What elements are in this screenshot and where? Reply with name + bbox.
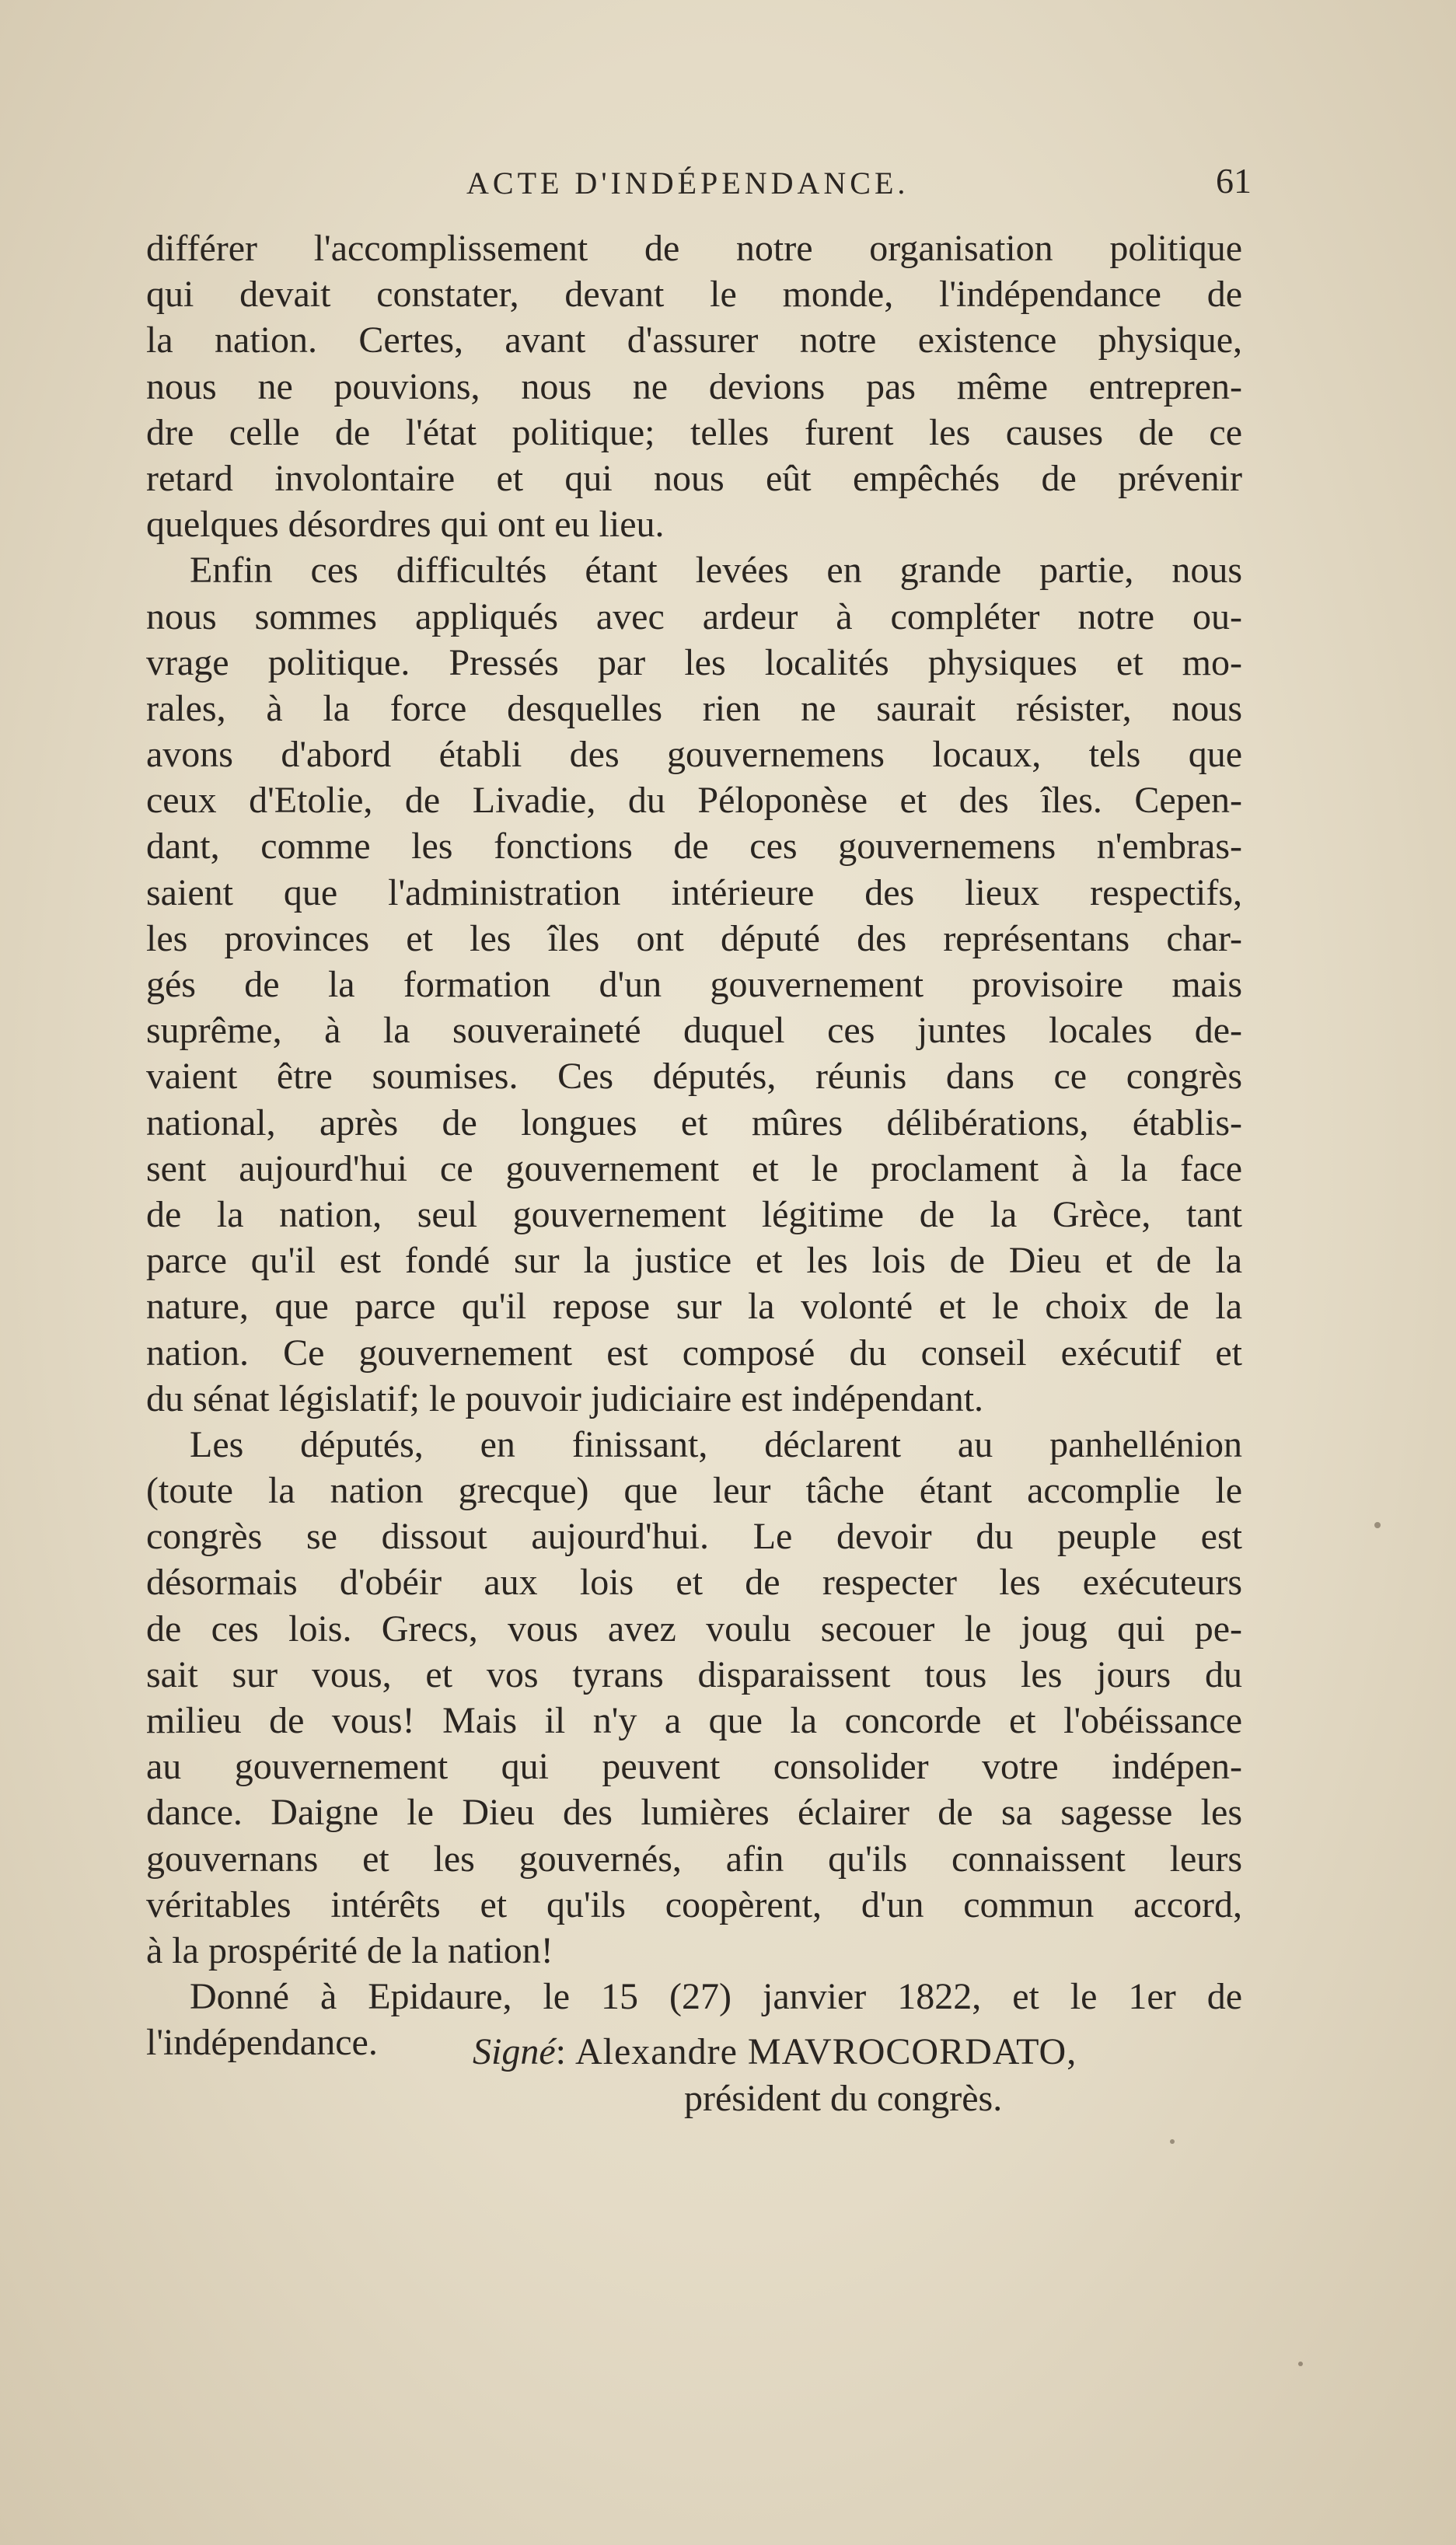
- signature-block: [148, 2029, 1244, 2122]
- text-line: nation. Ce gouvernement est composé du conseil exécutif et: [146, 1332, 1242, 1374]
- text-line: de ces lois. Grecs, vous avez voulu secouer le joug qui pe-: [146, 1608, 1242, 1650]
- text-line: parce qu'il est fondé sur la justice et les lois de Dieu et de la: [146, 1240, 1242, 1282]
- page-number: 61: [1216, 161, 1252, 201]
- text-line: ceux d'Etolie, de Livadie, du Péloponèse et des îles. Cepen-: [146, 780, 1242, 822]
- paper-speck: [1298, 2362, 1303, 2366]
- text-line: dre celle de l'état politique; telles furent les causes de ce: [146, 411, 1242, 453]
- text-line: dant, comme les fonctions de ces gouvernemens n'embras-: [146, 826, 1242, 868]
- text-line: congrès se dissout aujourd'hui. Le devoir du peuple est: [146, 1516, 1242, 1558]
- signature-separator: :: [555, 2031, 566, 2072]
- text-line: désormais d'obéir aux lois et de respecter les exécuteurs: [146, 1562, 1242, 1604]
- text-line: Enfin ces difficultés étant levées en grande partie, nous: [190, 550, 1242, 592]
- text-line: nous ne pouvions, nous ne devions pas même entrepren-: [146, 365, 1242, 407]
- text-line: dance. Daigne le Dieu des lumières éclairer de sa sagesse les: [146, 1792, 1242, 1834]
- text-line: Les députés, en finissant, déclarent au panhellénion: [190, 1423, 1242, 1465]
- running-head: [148, 161, 1252, 211]
- text-line: nature, que parce qu'il repose sur la volonté et le choix de la: [146, 1286, 1242, 1328]
- text-line: différer l'accomplissement de notre organisation politique: [146, 228, 1242, 269]
- text-line: les provinces et les îles ont député des représentans char-: [146, 917, 1242, 959]
- text-line: avons d'abord établi des gouvernemens locaux, tels que: [146, 734, 1242, 776]
- signature-label: Signé: [473, 2031, 556, 2072]
- running-head-title: ACTE D'INDÉPENDANCE.: [466, 166, 910, 201]
- text-line: (toute la nation grecque) que leur tâche étant accomplie le: [146, 1470, 1242, 1512]
- signatory-title: président du congrès.: [684, 2078, 1003, 2119]
- signatory-name: Alexandre MAVROCORDATO,: [574, 2031, 1077, 2072]
- text-line: rales, à la force desquelles rien ne saurait résister, nous: [146, 687, 1242, 729]
- text-line: gouvernans et les gouvernés, afin qu'ils connaissent leurs: [146, 1838, 1242, 1880]
- text-line: vrage politique. Pressés par les localités physiques et mo-: [146, 641, 1242, 683]
- text-line: sait sur vous, et vos tyrans disparaissent tous les jours du: [146, 1653, 1242, 1695]
- paper-speck: [1374, 1522, 1381, 1528]
- text-line: du sénat législatif; le pouvoir judiciaire est indépendant.: [146, 1377, 984, 1419]
- text-line: quelques désordres qui ont eu lieu.: [146, 504, 665, 546]
- text-line: national, après de longues et mûres délibérations, établis-: [146, 1101, 1242, 1143]
- body-text: [146, 225, 1242, 2066]
- text-line: qui devait constater, devant le monde, l'indépendance de: [146, 274, 1242, 316]
- text-line: sent aujourd'hui ce gouvernement et le proclament à la face: [146, 1147, 1242, 1189]
- paper-speck: [1170, 2139, 1175, 2144]
- text-line: suprême, à la souveraineté duquel ces juntes locales de-: [146, 1010, 1242, 1052]
- text-line: à la prospérité de la nation!: [146, 1929, 553, 1971]
- text-line: véritables intérêts et qu'ils coopèrent, d'un commun accord,: [146, 1883, 1242, 1925]
- text-line: l'indépendance.: [146, 2022, 378, 2064]
- text-line: au gouvernement qui peuvent consolider votre indépen-: [146, 1746, 1242, 1788]
- text-line: milieu de vous! Mais il n'y a que la concorde et l'obéissance: [146, 1700, 1242, 1741]
- text-line: Donné à Epidaure, le 15 (27) janvier 1822, et le 1er de: [190, 1976, 1242, 2018]
- text-line: retard involontaire et qui nous eût empêchés de prévenir: [146, 457, 1242, 499]
- text-line: la nation. Certes, avant d'assurer notre existence physique,: [146, 319, 1242, 361]
- text-line: gés de la formation d'un gouvernement provisoire mais: [146, 964, 1242, 1005]
- text-line: saient que l'administration intérieure des lieux respectifs,: [146, 871, 1242, 913]
- text-line: de la nation, seul gouvernement légitime de la Grèce, tant: [146, 1193, 1242, 1235]
- text-line: nous sommes appliqués avec ardeur à compléter notre ou-: [146, 595, 1242, 637]
- text-line: vaient être soumises. Ces députés, réunis dans ce congrès: [146, 1056, 1242, 1098]
- signature-line: [148, 2029, 1244, 2075]
